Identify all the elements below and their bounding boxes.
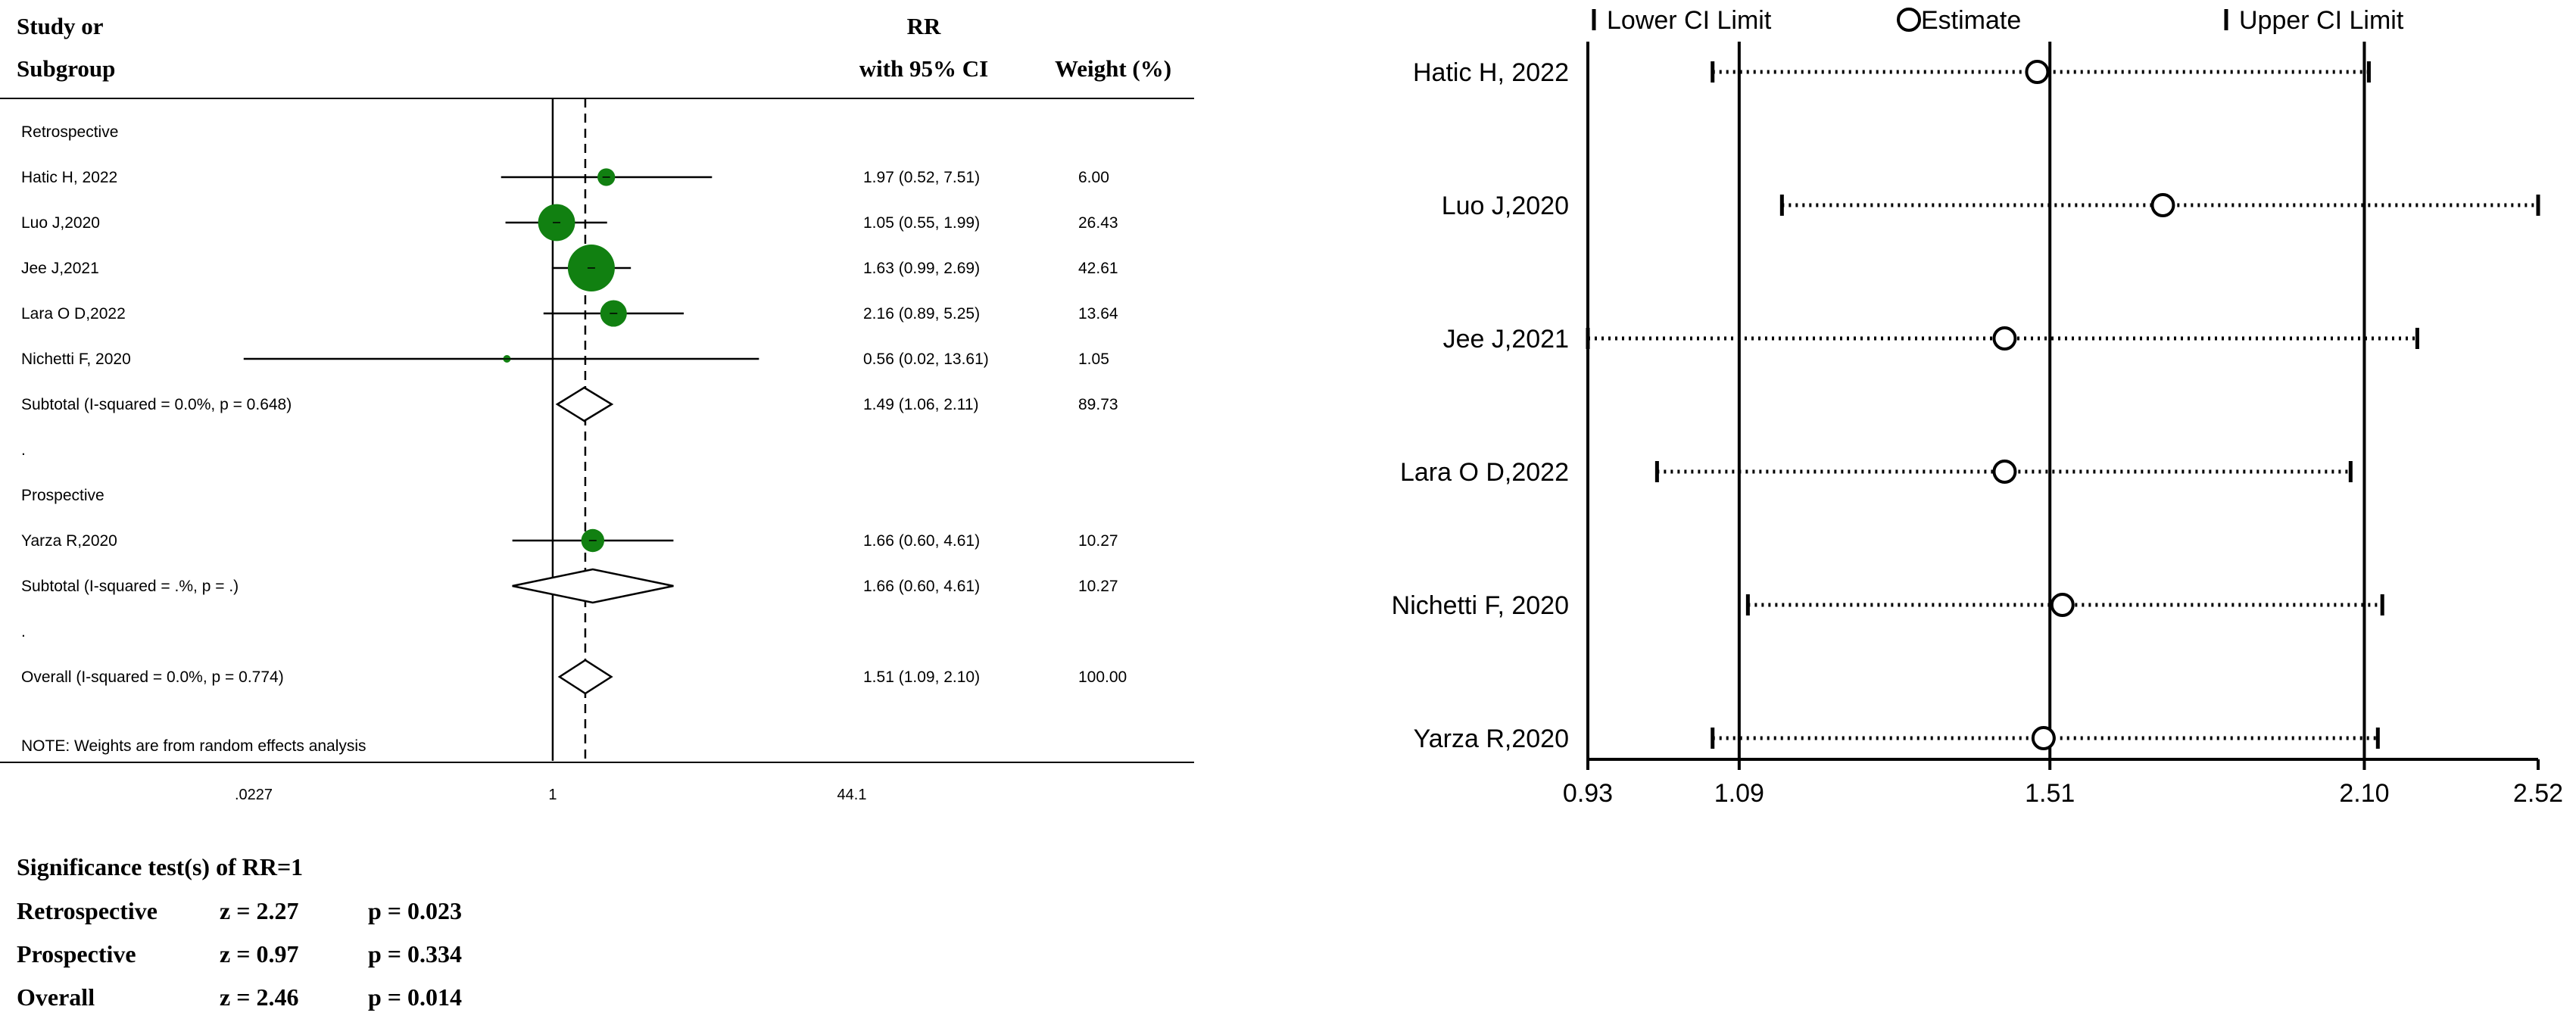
note-text: NOTE: Weights are from random effects analysis	[21, 737, 366, 755]
study-label: Hatic H, 2022	[1413, 58, 1569, 87]
study-label: Nichetti F, 2020	[1391, 591, 1569, 620]
row-label: .	[21, 623, 26, 640]
weight-value: 26.43	[1078, 214, 1118, 232]
significance-z: z = 2.46	[220, 983, 299, 1011]
estimate-marker	[1994, 461, 2015, 482]
header-weight: Weight (%)	[1054, 55, 1172, 82]
x-tick-label: 0.93	[1562, 779, 1614, 808]
row-label: Subtotal (I-squared = 0.0%, p = 0.648)	[21, 396, 292, 413]
estimate-marker	[2052, 594, 2073, 615]
header-study-line2: Subgroup	[17, 55, 116, 82]
row-label: Subtotal (I-squared = .%, p = .)	[21, 578, 239, 595]
estimate-marker	[2033, 728, 2054, 749]
weight-value: 10.27	[1078, 578, 1118, 595]
weight-value: 100.00	[1078, 668, 1127, 686]
significance-p: p = 0.014	[368, 983, 463, 1011]
significance-p: p = 0.023	[368, 897, 463, 924]
significance-z: z = 2.27	[220, 897, 299, 924]
legend-estimate-label: Estimate	[1921, 6, 2022, 35]
row-label: Prospective	[21, 487, 104, 504]
row-label: Overall (I-squared = 0.0%, p = 0.774)	[21, 668, 284, 686]
header-study-line1: Study or	[17, 13, 104, 39]
significance-p: p = 0.334	[368, 940, 463, 968]
significance-label: Prospective	[17, 940, 136, 968]
x-tick-label: 1.51	[2025, 779, 2075, 808]
row-label: Nichetti F, 2020	[21, 351, 131, 368]
x-tick-label: 1	[548, 787, 557, 803]
row-label: Luo J,2020	[21, 214, 100, 232]
weight-value: 42.61	[1078, 260, 1118, 277]
significance-title: Significance test(s) of RR=1	[17, 853, 304, 880]
study-label: Luo J,2020	[1441, 192, 1569, 220]
row-label: Retrospective	[21, 123, 119, 141]
significance-label: Overall	[17, 983, 95, 1011]
weight-value: 10.27	[1078, 532, 1118, 550]
study-label: Jee J,2021	[1442, 325, 1569, 354]
row-label: Yarza R,2020	[21, 532, 117, 550]
legend-estimate-marker	[1898, 9, 1920, 30]
estimate-marker	[2026, 61, 2047, 83]
study-label: Yarza R,2020	[1413, 725, 1569, 753]
ci-value: 1.97 (0.52, 7.51)	[863, 169, 981, 186]
legend-upper-label: Upper CI Limit	[2239, 6, 2404, 35]
weight-value: 13.64	[1078, 305, 1118, 323]
ci-value: 2.16 (0.89, 5.25)	[863, 305, 981, 323]
row-label: Jee J,2021	[21, 260, 99, 277]
study-label: Lara O D,2022	[1399, 458, 1569, 487]
ci-value: 1.66 (0.60, 4.61)	[863, 532, 981, 550]
weight-value: 1.05	[1078, 351, 1109, 368]
row-label: Hatic H, 2022	[21, 169, 118, 186]
row-label: .	[21, 441, 26, 459]
ci-value: 1.51 (1.09, 2.10)	[863, 668, 981, 686]
legend-lower-label: Lower CI Limit	[1607, 6, 1772, 35]
ci-value: 1.66 (0.60, 4.61)	[863, 578, 981, 595]
x-tick-label: 44.1	[837, 787, 867, 803]
ci-value: 1.05 (0.55, 1.99)	[863, 214, 981, 232]
estimate-marker	[1994, 328, 2015, 349]
weight-value: 6.00	[1078, 169, 1109, 186]
row-label: Lara O D,2022	[21, 305, 126, 323]
x-tick-label: 2.10	[2339, 779, 2390, 808]
ci-value: 0.56 (0.02, 13.61)	[863, 351, 989, 368]
significance-z: z = 0.97	[220, 940, 299, 968]
x-tick-label: 2.52	[2512, 779, 2564, 808]
x-tick-label: .0227	[234, 787, 273, 803]
ci-value: 1.49 (1.06, 2.11)	[863, 396, 979, 413]
significance-label: Retrospective	[17, 897, 157, 924]
weight-value: 89.73	[1078, 396, 1118, 413]
ci-value: 1.63 (0.99, 2.69)	[863, 260, 981, 277]
header-rr-line2: with 95% CI	[859, 55, 989, 82]
estimate-marker	[2152, 195, 2173, 216]
header-rr-line1: RR	[906, 13, 941, 39]
x-tick-label: 1.09	[1714, 779, 1764, 808]
